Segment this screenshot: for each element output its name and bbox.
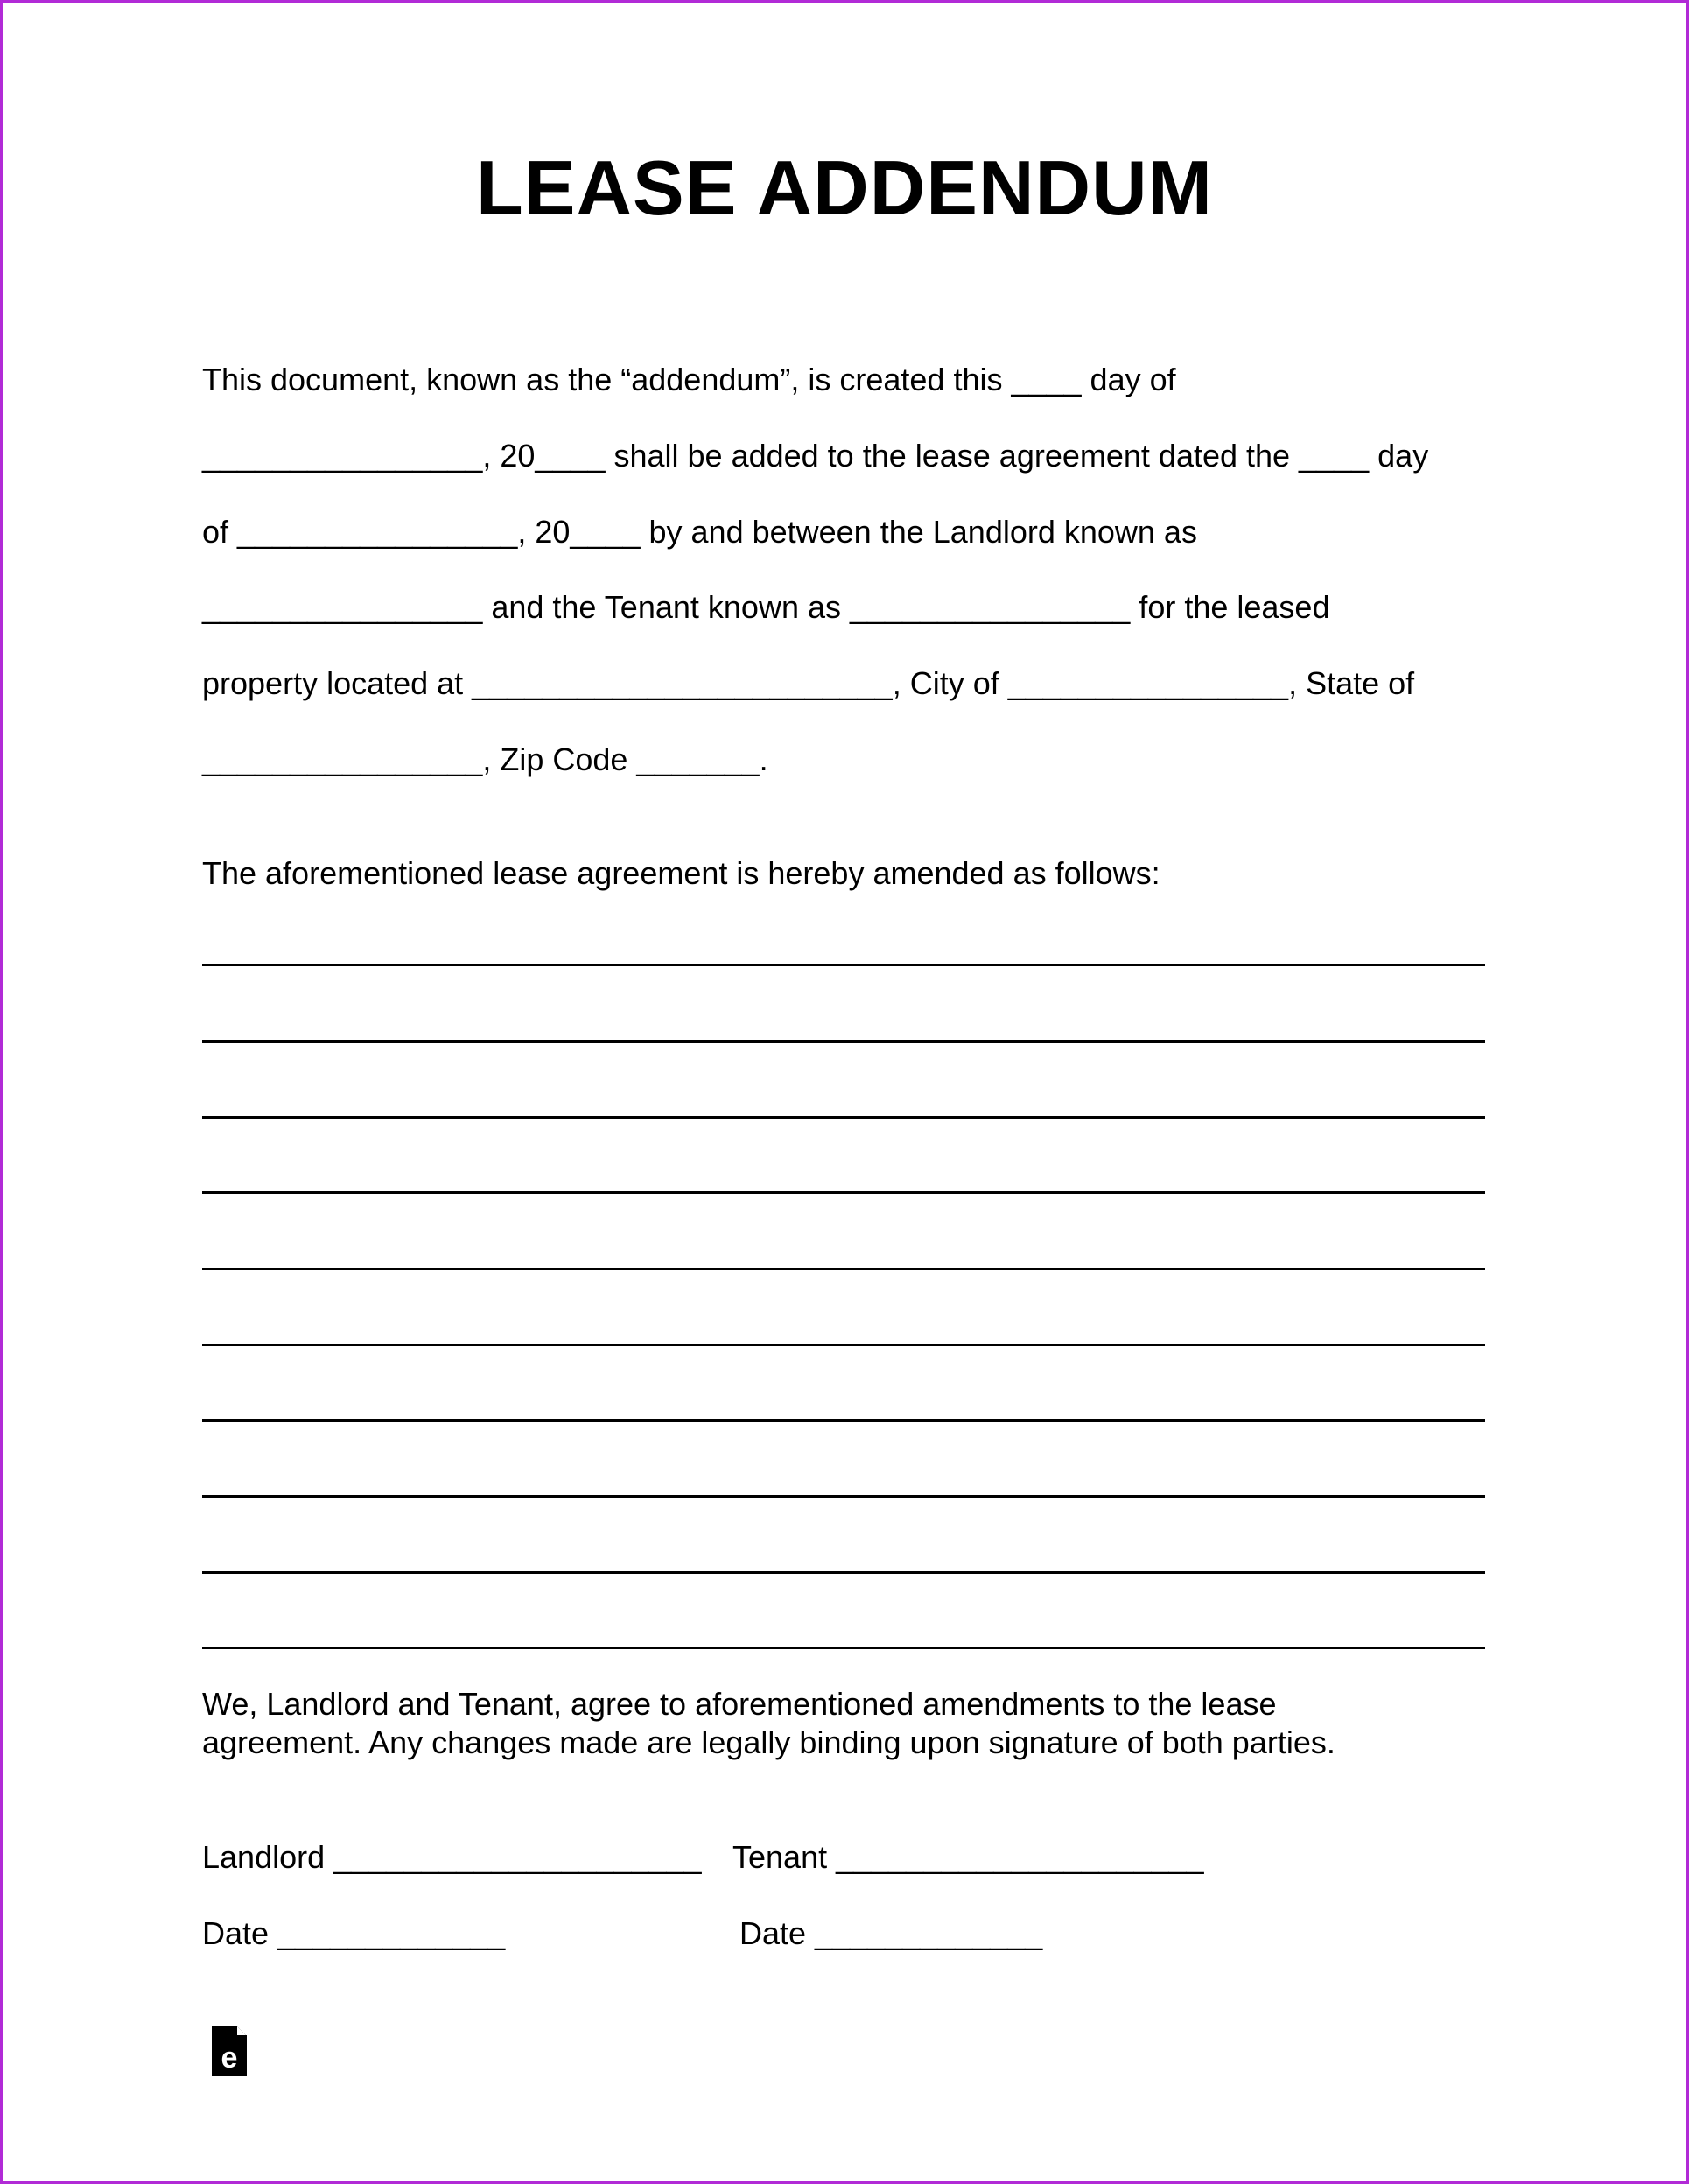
agreement-statement bbox=[202, 1685, 1489, 1762]
amendment-line[interactable] bbox=[202, 964, 1485, 966]
intro-line: ________________, 20____ shall be added to the lease agreement dated the ____ day bbox=[202, 438, 1429, 474]
agreement-line: We, Landlord and Tenant, agree to aforementioned amendments to the lease bbox=[202, 1686, 1277, 1722]
intro-line: of ________________, 20____ by and between the Landlord known as bbox=[202, 514, 1197, 550]
landlord-date-field[interactable]: Date _____________ bbox=[202, 1915, 506, 1951]
amendment-line[interactable] bbox=[202, 1191, 1485, 1194]
amendment-intro: The aforementioned lease agreement is hereby amended as follows: bbox=[202, 855, 1160, 891]
intro-line: ________________ and the Tenant known as ________________ for the leased bbox=[202, 589, 1330, 625]
intro-line: This document, known as the “addendum”, is created this ____ day of bbox=[202, 362, 1176, 397]
amendment-line[interactable] bbox=[202, 1268, 1485, 1270]
agreement-line: agreement. Any changes made are legally binding upon signature of both parties. bbox=[202, 1724, 1335, 1760]
logo-letter: e bbox=[221, 2041, 238, 2075]
intro-line: ________________, Zip Code _______. bbox=[202, 741, 768, 777]
amendment-line[interactable] bbox=[202, 1419, 1485, 1422]
amendment-line[interactable] bbox=[202, 1495, 1485, 1498]
tenant-signature-field[interactable]: Tenant _____________________ bbox=[732, 1839, 1204, 1875]
amendment-line[interactable] bbox=[202, 1040, 1485, 1043]
tenant-date-field[interactable]: Date _____________ bbox=[739, 1915, 1043, 1951]
amendment-line[interactable] bbox=[202, 1571, 1485, 1574]
landlord-signature-field[interactable]: Landlord _____________________ bbox=[202, 1839, 702, 1875]
amendment-line[interactable] bbox=[202, 1647, 1485, 1649]
document-title: LEASE ADDENDUM bbox=[476, 144, 1213, 231]
eforms-logo-icon bbox=[210, 2024, 249, 2078]
amendment-line[interactable] bbox=[202, 1116, 1485, 1119]
intro-line: property located at ________________________, City of ________________, State of bbox=[202, 665, 1415, 701]
amendment-line[interactable] bbox=[202, 1344, 1485, 1346]
